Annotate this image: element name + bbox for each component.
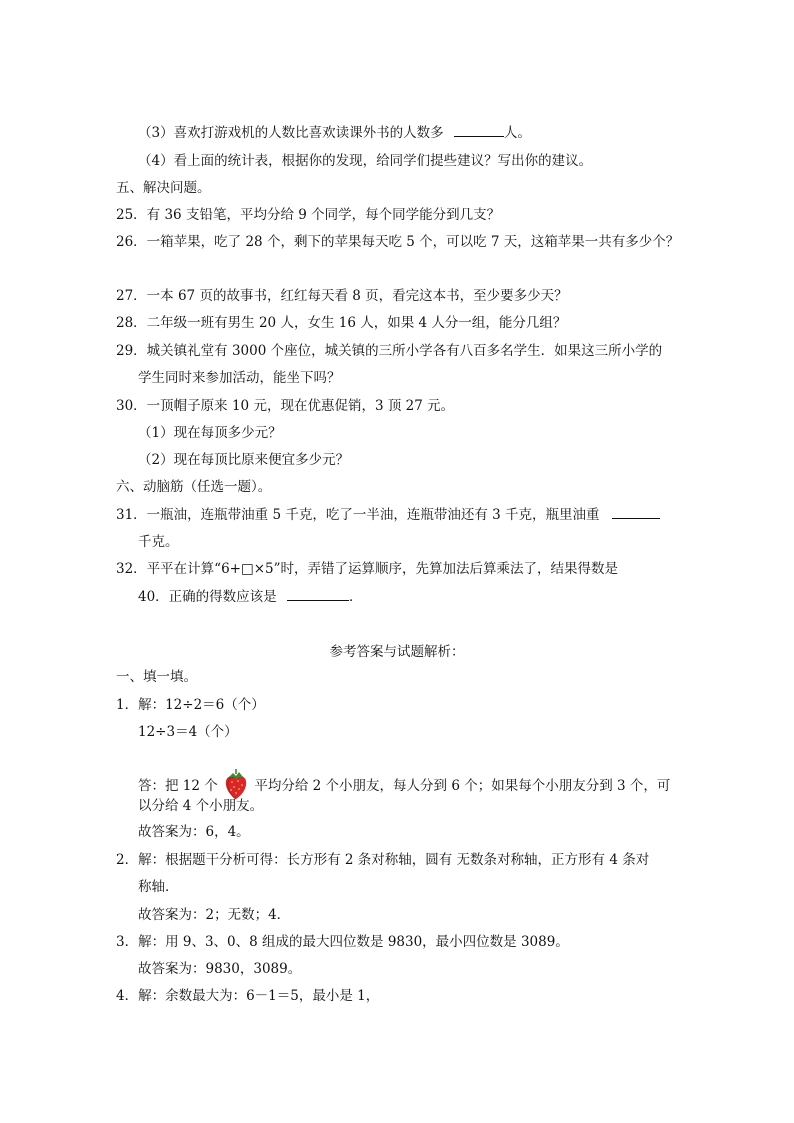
question-text: （3）喜欢打游戏机的人数比喜欢读课外书的人数多	[138, 125, 444, 141]
question-30: 30．一顶帽子原来 10 元，现在优惠促销，3 顶 27 元。	[116, 398, 455, 414]
answer-4-line1: 4．解：余数最大为：6－1＝5，最小是 1，	[116, 988, 380, 1004]
question-24-4: （4）看上面的统计表，根据你的发现，给同学们提些建议？写出你的建议。	[138, 153, 593, 169]
answer-1-line5: 故答案为：6，4。	[138, 824, 250, 840]
question-30-1: （1）现在每顶多少元？	[138, 425, 282, 441]
question-29-line1: 29．城关镇礼堂有 3000 个座位，城关镇的三所小学各有八百多名学生．如果这三所小学的	[116, 343, 663, 359]
question-31-line1	[116, 506, 660, 524]
question-29-line2: 学生同时来参加活动，能坐下吗？	[138, 370, 341, 386]
answer-blank[interactable]	[287, 588, 349, 601]
question-25: 25．有 36 支铅笔，平均分给 9 个同学，每个同学能分到几支？	[116, 207, 501, 223]
answer-3-line1: 3．解：用 9、3、0、8 组成的最大四位数是 9830，最小四位数是 3089。	[116, 934, 569, 950]
answers-title: 参考答案与试题解析：	[329, 644, 465, 660]
answer-2-line2: 称轴．	[138, 879, 179, 895]
answer-2-line3: 故答案为：2；无数；4．	[138, 907, 291, 923]
question-text: 40．正确的得数应该是	[138, 589, 277, 605]
answer-1-line2: 12÷3＝4（个）	[138, 724, 238, 740]
question-24-3	[138, 124, 531, 142]
section-6-heading: 六、动脑筋（任选一题）。	[116, 479, 272, 495]
question-31-line2: 千克。	[138, 534, 179, 550]
period-text: ．	[348, 589, 363, 605]
answer-blank[interactable]	[612, 506, 660, 519]
answer-1-line4: 以分给 4 个小朋友。	[138, 798, 264, 814]
question-27: 27．一本 67 页的故事书，红红每天看 8 页，看完这本书，至少要多少天？	[116, 288, 568, 304]
question-32-line2	[138, 588, 362, 606]
question-28: 28．二年级一班有男生 20 人，女生 16 人，如果 4 人分一组，能分几组？	[116, 315, 567, 331]
answer-3-line2: 故答案为：9830，3089。	[138, 961, 302, 977]
question-30-2: （2）现在每顶比原来便宜多少元？	[138, 452, 350, 468]
question-text: 31．一瓶油，连瓶带油重 5 千克，吃了一半油，连瓶带油还有 3 千克，瓶里油重	[116, 507, 600, 523]
answer-text: 平均分给 2 个小朋友，每人分到 6 个；如果每个小朋友分到 3 个，可	[254, 778, 671, 794]
answer-text: 答：把 12 个	[138, 778, 218, 794]
question-32-line1: 32．平平在计算“6+□×5”时，弄错了运算顺序，先算加法后算乘法了，结果得数是	[116, 561, 619, 577]
answer-1-line1: 1．解：12÷2＝6（个）	[116, 697, 265, 713]
question-26: 26．一箱苹果，吃了 28 个，剩下的苹果每天吃 5 个，可以吃 7 天，这箱苹果一共有多少个？	[116, 234, 680, 250]
answers-section-1: 一、填一填。	[116, 669, 197, 685]
answer-2-line1: 2．解：根据题干分析可得：长方形有 2 条对称轴，圆有 无数条对称轴，正方形有 4 条对	[116, 852, 650, 868]
section-5-heading: 五、解决问题。	[116, 180, 211, 196]
answer-blank[interactable]	[454, 124, 504, 137]
unit-text: 人。	[503, 125, 531, 141]
